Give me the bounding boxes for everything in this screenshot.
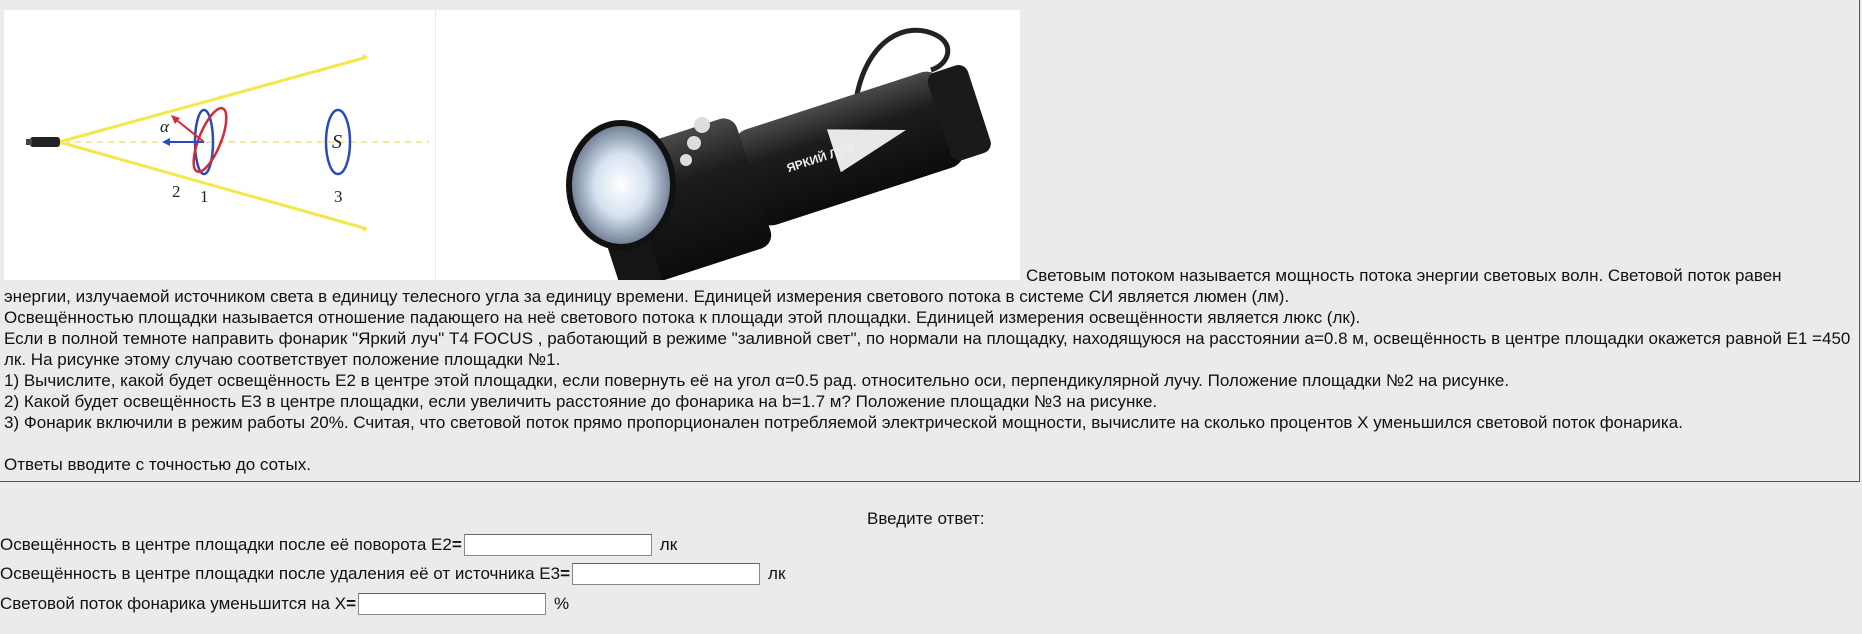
answer-label-e3: Освещённость в центре площадки после удаления её от источника E3 bbox=[0, 564, 561, 583]
answer-eq-e3: = bbox=[560, 564, 571, 583]
intro-first-line: Световым потоком называется мощность потока энергии световых волн. Световой поток равен bbox=[1026, 266, 1782, 285]
answer-eq-e2: = bbox=[451, 535, 462, 554]
answer-row-e2 bbox=[0, 532, 677, 558]
answer-prompt: Введите ответ: bbox=[867, 509, 985, 528]
e2-input[interactable] bbox=[464, 534, 652, 556]
position-2-label: 2 bbox=[172, 182, 181, 201]
brand-text: ЯРКИЙ ЛУЧ bbox=[784, 140, 855, 176]
mode-dot-3 bbox=[694, 117, 710, 133]
mode-dot-2 bbox=[687, 136, 701, 150]
task-text bbox=[4, 286, 1854, 475]
problem-condition: Если в полной темноте направить фонарик "Яркий луч" T4 FOCUS , работающий в режиме "заливной свет", по нормали на площадку, находящуюся на расстоянии a=0.8 м, освещённость в центре площадки окажется равной E1 =450 лк. На рисунке этому случаю соответствует положение площадки №1. bbox=[4, 329, 1851, 369]
x-input[interactable] bbox=[358, 593, 546, 615]
position-3-label: 3 bbox=[334, 187, 343, 206]
answer-unit-e3: лк bbox=[768, 564, 786, 583]
normal-arrow-2 bbox=[174, 118, 204, 142]
answer-unit-x: % bbox=[554, 594, 570, 613]
intro-rest: энергии, излучаемой источником света в единицу телесного угла за единицу времени. Единицей измерения светового потока в системе СИ является люмен (лм). bbox=[4, 287, 1290, 306]
s-label: S bbox=[332, 131, 342, 153]
lens bbox=[569, 123, 673, 247]
illuminance-definition: Освещённостью площадки называется отношение падающего на неё светового потока к площади этой площадки. Единицей измерения освещённости является люкс (лк). bbox=[4, 308, 1361, 327]
answer-unit-e2: лк bbox=[659, 535, 678, 554]
flashlight-icon bbox=[30, 137, 60, 147]
diagram-svg bbox=[4, 10, 435, 280]
answer-eq-x: = bbox=[346, 594, 356, 613]
question-3: 3) Фонарик включили в режим работы 20%. Считая, что световой поток прямо пропорционален потребляемой электрической мощности, вычислите на сколько процентов X уменьшился световой поток фонарика. bbox=[4, 413, 1683, 432]
precision-note: Ответы вводите с точностью до сотых. bbox=[4, 455, 311, 474]
answer-label-x: Световой поток фонарика уменьшится на X bbox=[0, 594, 347, 613]
answer-row-e3 bbox=[0, 561, 785, 587]
normal-arrow-1-head bbox=[162, 138, 170, 146]
answer-label-e2: Освещённость в центре площадки после её поворота E2 bbox=[0, 535, 452, 554]
flashlight-photo bbox=[436, 10, 1020, 280]
flashlight-cap bbox=[26, 139, 32, 145]
mode-dot-1 bbox=[680, 154, 692, 166]
answer-row-x bbox=[0, 591, 569, 617]
question-1: 1) Вычислите, какой будет освещённость E2 в центре этой площадки, если повернуть её на угол α=0.5 рад. относительно оси, перпендикулярной лучу. Положение площадки №2 на рисунке. bbox=[4, 371, 1510, 390]
flashlight-photo-svg bbox=[436, 10, 1020, 280]
question-2: 2) Какой будет освещённость E3 в центре площадки, если увеличить расстояние до фонарика на b=1.7 м? Положение площадки №3 на рисунке. bbox=[4, 392, 1158, 411]
position-1-label: 1 bbox=[200, 187, 209, 206]
alpha-label: α bbox=[160, 117, 169, 136]
illumination-diagram bbox=[4, 10, 435, 280]
e3-input[interactable] bbox=[572, 563, 760, 585]
